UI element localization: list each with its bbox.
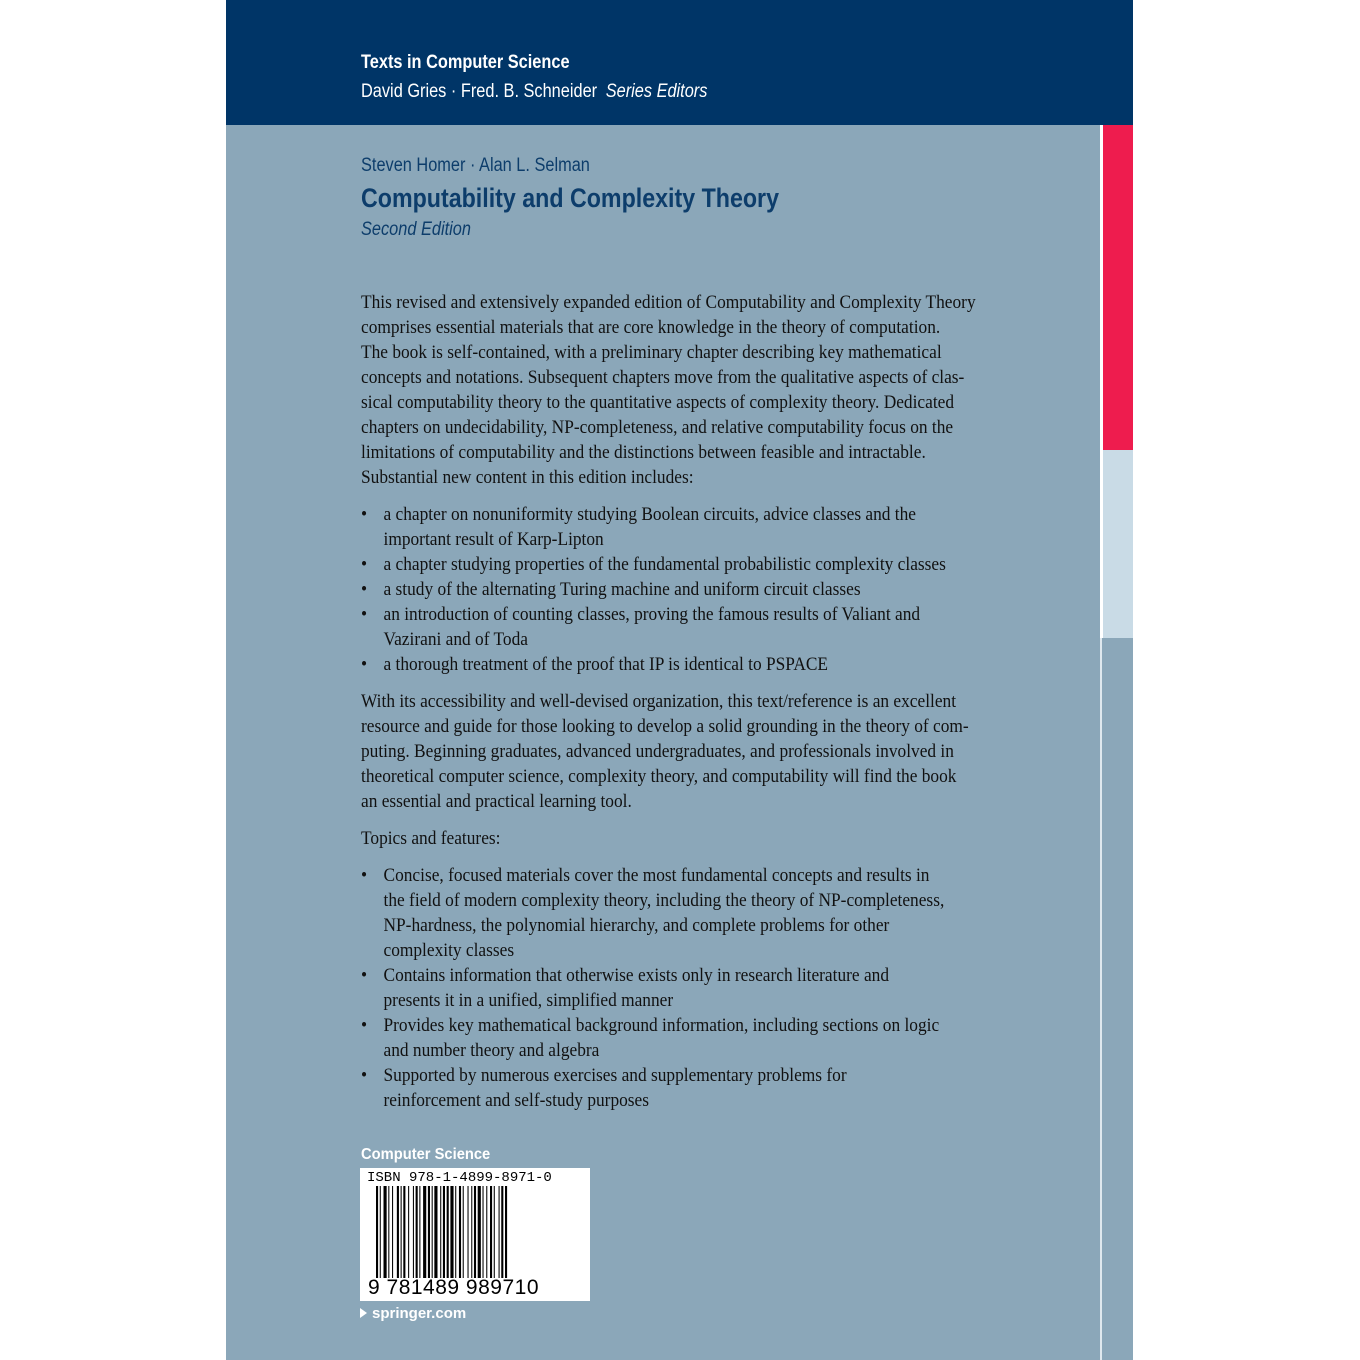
accent-stripe-red: [1100, 125, 1133, 450]
barcode-bar: [434, 1186, 437, 1278]
barcode-bar: [443, 1186, 445, 1278]
barcode-bar: [416, 1186, 418, 1278]
list-item: [361, 1063, 1045, 1113]
barcode-bar: [376, 1186, 378, 1278]
barcode-bar: [401, 1186, 402, 1278]
barcode-bar: [380, 1186, 381, 1278]
list-item-line: • Contains information that otherwise exists only in research literature and: [383, 965, 890, 986]
barcode-bar: [463, 1186, 464, 1278]
barcode-bar: [490, 1186, 492, 1278]
audience-paragraph: [361, 689, 1045, 814]
accent-stripe-light: [1100, 450, 1133, 638]
list-item-line: • an introduction of counting classes, proving the famous results of Valiant and: [383, 604, 921, 625]
barcode-bar: [455, 1186, 456, 1278]
barcode-bar: [413, 1186, 414, 1278]
list-item-line: • a chapter on nonuniformity studying Boolean circuits, advice classes and the: [383, 504, 917, 525]
barcode-bar: [499, 1186, 500, 1278]
website-text: springer.com: [372, 1305, 467, 1322]
intro-paragraph: [361, 290, 1045, 490]
barcode-bar: [505, 1186, 507, 1278]
text-line: chapters on undecidability, NP-completeness, and relative computability focus on the: [361, 417, 954, 438]
barcode-bar: [471, 1186, 472, 1278]
text-line: With its accessibility and well-devised organization, this text/reference is an excellent: [361, 691, 957, 712]
website-link[interactable]: [360, 1305, 466, 1322]
text-line: concepts and notations. Subsequent chapters move from the qualitative aspects of clas-: [361, 367, 965, 388]
new-content-list: [361, 502, 1045, 677]
list-item-line: • Supported by numerous exercises and supplementary problems for: [383, 1065, 847, 1086]
series-editors-role: Series Editors: [605, 81, 708, 102]
book-title: Computability and Complexity Theory: [361, 183, 780, 213]
text-line: resource and guide for those looking to develop a solid grounding in the theory of com-: [361, 716, 969, 737]
topics-heading: Topics and features:: [361, 828, 501, 849]
barcode-bar: [432, 1186, 433, 1278]
barcode-bar: [388, 1186, 389, 1278]
barcode-bar: [486, 1186, 487, 1278]
list-item-line: • a study of the alternating Turing machine and uniform circuit classes: [383, 579, 861, 600]
series-editors: [361, 81, 707, 103]
list-item-line: the field of modern complexity theory, including the theory of NP-completeness,: [383, 890, 945, 911]
list-item: [361, 602, 1045, 652]
book-edition: Second Edition: [361, 219, 471, 240]
list-item-line: • a chapter studying properties of the fundamental probabilistic complexity classes: [383, 554, 946, 575]
barcode-bar: [428, 1186, 430, 1278]
list-item: [361, 502, 1045, 552]
text-line: comprises essential materials that are core knowledge in the theory of computation.: [361, 317, 941, 338]
list-item: [361, 863, 1045, 963]
list-item: [361, 652, 1045, 677]
list-item-line: Vazirani and of Toda: [383, 629, 528, 650]
barcode-bar: [397, 1186, 399, 1278]
list-item-line: • Concise, focused materials cover the most fundamental concepts and results in: [383, 865, 930, 886]
list-item-line: important result of Karp-Lipton: [383, 529, 604, 550]
text-line: sical computability theory to the quantitative aspects of complexity theory. Dedicated: [361, 392, 955, 413]
series-band: [226, 0, 1133, 125]
barcode-bar: [408, 1186, 409, 1278]
barcode-bar: [494, 1186, 495, 1278]
text-line: The book is self-contained, with a preliminary chapter describing key mathematical: [361, 342, 942, 363]
list-item-line: complexity classes: [383, 940, 515, 961]
barcode-bar: [423, 1186, 426, 1278]
isbn-barcode: [360, 1168, 590, 1301]
back-cover: [226, 0, 1133, 1360]
barcode-bar: [447, 1186, 449, 1278]
barcode-digits: 9 781489 989710: [368, 1276, 539, 1299]
list-item-line: presents it in a unified, simplified manner: [383, 990, 674, 1011]
barcode-bar: [392, 1186, 393, 1278]
barcode-bar: [440, 1186, 441, 1278]
barcode-bar: [384, 1186, 387, 1278]
series-editor-names: David Gries · Fred. B. Schneider: [361, 81, 598, 102]
barcode-bar: [474, 1186, 476, 1278]
text-line: puting. Beginning graduates, advanced undergraduates, and professionals involved in: [361, 741, 954, 762]
barcode-bar: [403, 1186, 405, 1278]
barcode-bar: [501, 1186, 503, 1278]
list-item: [361, 1013, 1045, 1063]
text-line: This revised and extensively expanded edition of Computability and Complexity Theory: [361, 292, 976, 313]
arrow-right-icon: [360, 1308, 367, 1318]
topics-list: [361, 863, 1045, 1113]
text-line: an essential and practical learning tool.: [361, 791, 632, 812]
list-item: [361, 963, 1045, 1013]
list-item-line: NP-hardness, the polynomial hierarchy, and complete problems for other: [383, 915, 890, 936]
barcode-bar: [468, 1186, 469, 1278]
barcode-bar: [419, 1186, 420, 1278]
list-item: [361, 552, 1045, 577]
text-line: Substantial new content in this edition includes:: [361, 467, 694, 488]
barcode-bar: [459, 1186, 461, 1278]
series-title: Texts in Computer Science: [361, 52, 570, 73]
text-line: limitations of computability and the distinctions between feasible and intractable.: [361, 442, 926, 463]
list-item-line: reinforcement and self-study purposes: [383, 1090, 650, 1111]
isbn-text: ISBN 978-1-4899-8971-0: [367, 1170, 552, 1186]
text-line: theoretical computer science, complexity theory, and computability will find the book: [361, 766, 957, 787]
list-item: [361, 577, 1045, 602]
category-label: Computer Science: [361, 1146, 491, 1163]
list-item-line: • Provides key mathematical background information, including sections on logic: [383, 1015, 940, 1036]
barcode-bar: [450, 1186, 453, 1278]
barcode-bars: [376, 1186, 576, 1278]
barcode-bar: [483, 1186, 484, 1278]
accent-stripe-line: [1100, 638, 1133, 1360]
book-authors: Steven Homer · Alan L. Selman: [361, 155, 590, 176]
barcode-bar: [478, 1186, 481, 1278]
list-item-line: • a thorough treatment of the proof that IP is identical to PSPACE: [383, 654, 829, 675]
list-item-line: and number theory and algebra: [383, 1040, 600, 1061]
blurb: [361, 290, 1045, 1125]
